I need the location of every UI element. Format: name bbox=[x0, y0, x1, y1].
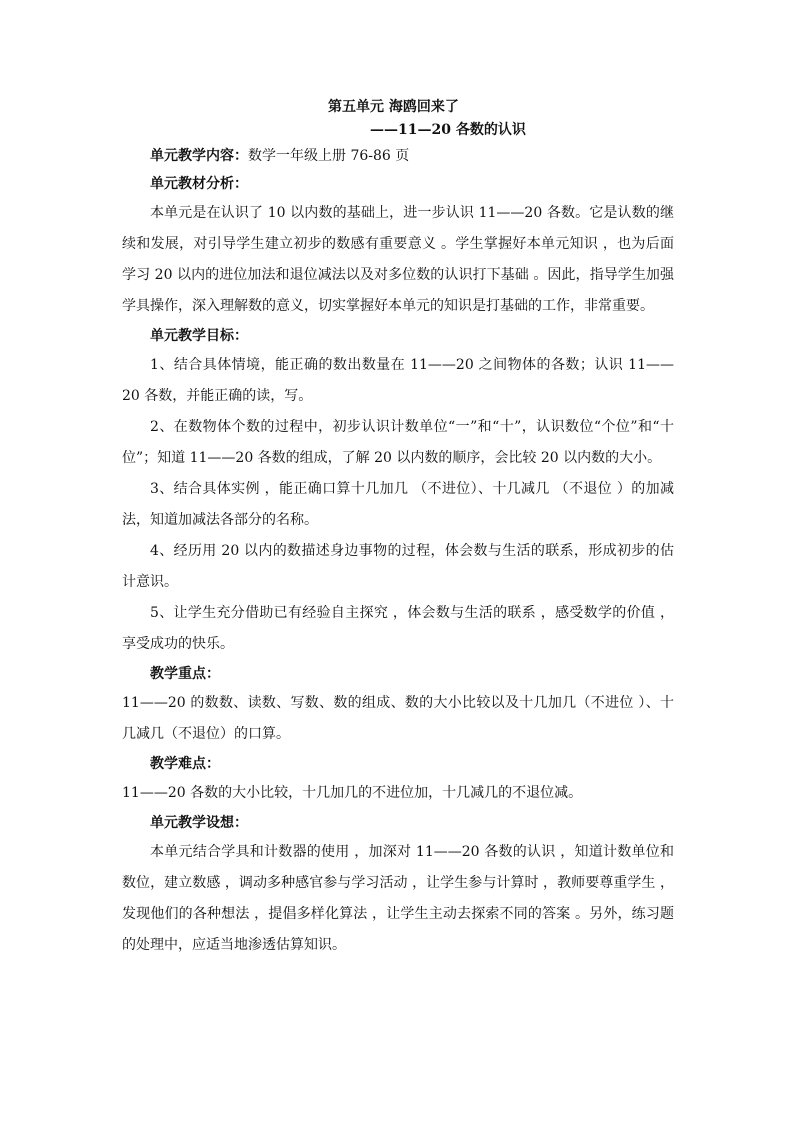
analysis-text: 本单元是在认识了 10 以内数的基础上，进一步认识 11——20 各数。它是认数的继续和发展，对引导学生建立初步的数感有重要意义 。学生掌握好本单元知识 ，也为后面学习 20 以内的进位加法和退位减法以及对多位数的认识打下基础 。因此，指导学生加强学具操作，深入理解数的意义，切实掌握好本单元的知识是打基础的工作，非常重要。 bbox=[122, 205, 674, 314]
goal-item-1: 1、结合具体情境，能正确的数出数量在 11——20 之间物体的各数；认识 11——20 各数，并能正确的读，写。 bbox=[122, 357, 674, 404]
keypoints-text: 11——20 的数数、读数、写数、数的组成、数的大小比较以及十几加几（不进位 ）、十几减几（不退位）的口算。 bbox=[122, 695, 674, 742]
content-line bbox=[150, 142, 674, 170]
goal-item-3: 3、结合具体实例 ，能正确口算十几加几 （不进位）、十几减几 （不退位 ）的加减法，知道加减法各部分的名称。 bbox=[122, 481, 674, 528]
content-value: 数学一年级上册 76-86 页 bbox=[248, 148, 410, 164]
goals-heading: 单元教学目标： bbox=[150, 328, 248, 344]
difficulties-heading: 教学难点： bbox=[150, 756, 220, 772]
goal-item-5: 5、让学生充分借助已有经验自主探究 ，体会数与生活的联系 ，感受数学的价值 ，享受成功的快乐。 bbox=[122, 605, 674, 652]
keypoints-heading: 教学重点： bbox=[150, 666, 220, 682]
document-body bbox=[122, 142, 674, 961]
difficulties-text: 11——20 各数的大小比较，十几加几的不进位加，十几减几的不退位减。 bbox=[122, 785, 583, 801]
document-subtitle: ——11—20 各数的认识 bbox=[370, 122, 526, 138]
goal-item-4: 4、经历用 20 以内的数描述身边事物的过程，体会数与生活的联系，形成初步的估计意识。 bbox=[122, 543, 674, 590]
design-text: 本单元结合学具和计数器的使用 ，加深对 11——20 各数的认识 ，知道计数单位和数位，建立数感 ，调动多种感官参与学习活动 ，让学生参与计算时 ，教师要尊重学生 ，发现他们的各种想法 ，提倡多样化算法 ，让学生主动去探索不同的答案 。另外，练习题的处理中，应适当地渗透估算知识。 bbox=[122, 844, 674, 953]
design-heading: 单元教学设想： bbox=[150, 815, 248, 831]
goal-item-2: 2、在数物体个数的过程中，初步认识计数单位“一”和“十”，认识数位“个位”和“十位”；知道 11——20 各数的组成，了解 20 以内数的顺序，会比较 20 以内数的大小。 bbox=[122, 419, 674, 466]
document-title: 第五单元 海鸥回来了 bbox=[328, 99, 459, 115]
content-label: 单元教学内容： bbox=[150, 148, 248, 164]
analysis-heading: 单元教材分析： bbox=[150, 176, 248, 192]
